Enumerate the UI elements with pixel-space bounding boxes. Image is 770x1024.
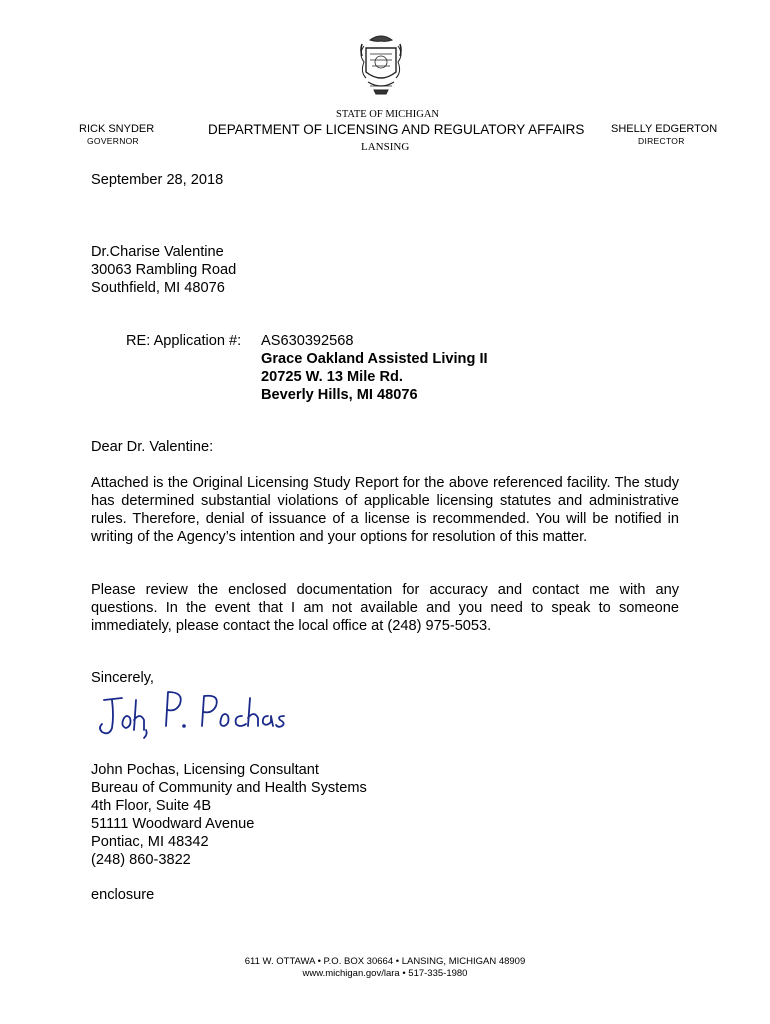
footer-address: 611 W. OTTAWA • P.O. BOX 30664 • LANSING, MICHIGAN 48909 — [244, 956, 526, 967]
sender-line: (248) 860-3822 — [91, 852, 191, 868]
body-paragraph: Please review the enclosed documentation for accuracy and contact me with any questions. In the event that I am not available and you need to speak to someone immediately, please contact the local office at (248) 975-5053. — [91, 582, 679, 634]
enclosure-note: enclosure — [91, 887, 155, 903]
recipient-line: 30063 Rambling Road — [91, 262, 237, 278]
governor-name: RICK SNYDER — [79, 123, 155, 135]
recipient-address — [91, 243, 236, 297]
footer-contact: www.michigan.gov/lara • 517-335-1980 — [302, 968, 468, 979]
sender-line: Pontiac, MI 48342 — [91, 834, 209, 850]
recipient-line: Dr.Charise Valentine — [91, 244, 224, 260]
facility-line: Beverly Hills, MI 48076 — [261, 387, 418, 403]
sender-line: 51111 Woodward Avenue — [91, 816, 255, 832]
state-seal-icon — [356, 32, 406, 96]
city-name: LANSING — [361, 141, 410, 153]
sender-line: Bureau of Community and Health Systems — [91, 780, 367, 796]
re-block — [261, 332, 488, 404]
handwritten-signature — [92, 686, 292, 746]
sender-block — [91, 761, 367, 869]
state-name: STATE OF MICHIGAN — [336, 109, 439, 120]
facility-line: Grace Oakland Assisted Living II — [261, 351, 488, 367]
governor-title: GOVERNOR — [87, 136, 139, 146]
closing: Sincerely, — [91, 670, 154, 686]
director-name: SHELLY EDGERTON — [611, 123, 718, 135]
facility-line: 20725 W. 13 Mile Rd. — [261, 369, 403, 385]
body-paragraph: Attached is the Original Licensing Study Report for the above referenced facility. The study has determined substantial violations of applicable licensing statutes and administrative rules. Therefore, denial of issuance of a license is recommended. You will be notified in writing of the Agency’s intention and your options for resolution of this matter. — [91, 475, 679, 545]
department-name: DEPARTMENT OF LICENSING AND REGULATORY AFFAIRS — [208, 122, 585, 137]
re-label: RE: Application #: — [126, 333, 242, 349]
sender-line: John Pochas, Licensing Consultant — [91, 762, 319, 778]
salutation: Dear Dr. Valentine: — [91, 439, 214, 455]
sender-line: 4th Floor, Suite 4B — [91, 798, 212, 814]
recipient-line: Southfield, MI 48076 — [91, 280, 225, 296]
letter-date: September 28, 2018 — [91, 172, 224, 188]
application-number: AS630392568 — [261, 333, 354, 349]
director-title: DIRECTOR — [638, 136, 685, 146]
